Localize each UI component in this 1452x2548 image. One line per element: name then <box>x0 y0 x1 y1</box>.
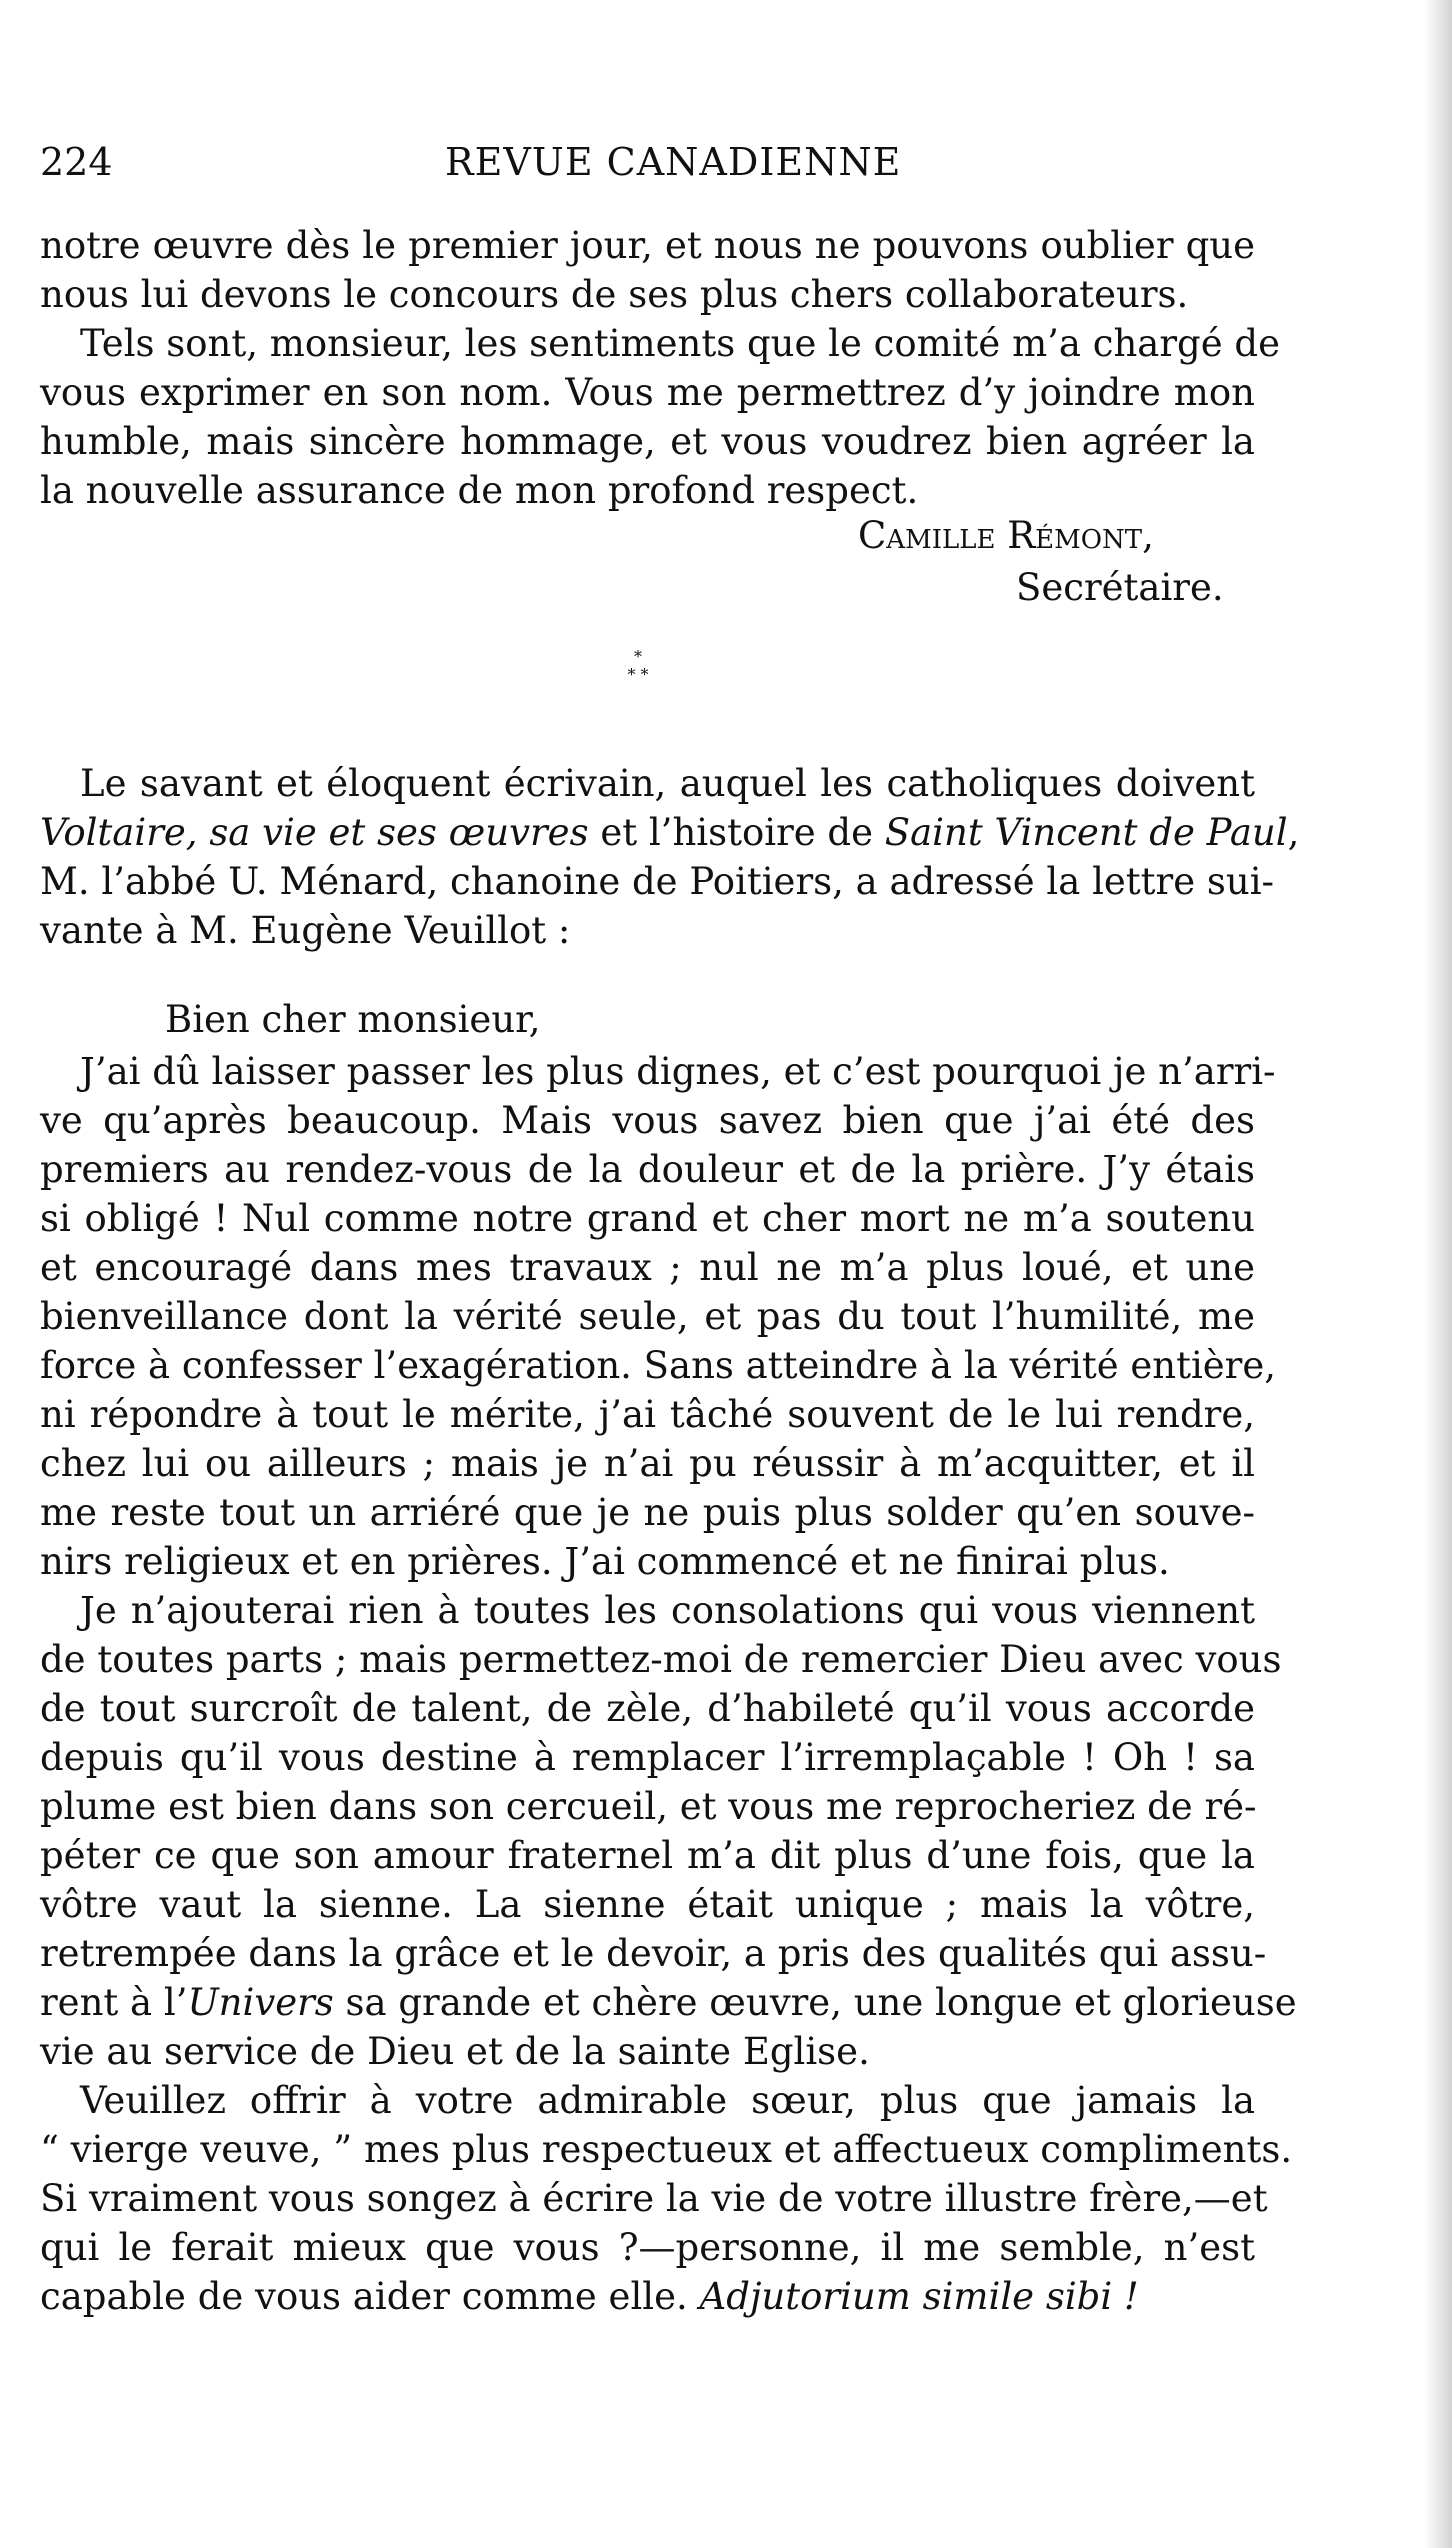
letter-line: “ vierge veuve, ” mes plus respectueux et affectueux compliments. <box>40 2128 1293 2171</box>
letter-line: de toutes parts ; mais permettez-moi de remercier Dieu avec vous <box>40 1638 1282 1681</box>
letter-line: Je n’ajouterai rien à toutes les consolations qui vous viennent <box>80 1589 1255 1632</box>
intro-line: M. l’abbé U. Ménard, chanoine de Poitiers, a adressé la lettre sui- <box>40 860 1275 903</box>
letter-text: rent à l’ <box>40 1981 188 2024</box>
book-title: Voltaire <box>40 811 186 854</box>
letter-line: nirs religieux et en prières. J’ai commencé et ne finirai plus. <box>40 1540 1170 1583</box>
letter-line <box>40 2273 1255 2321</box>
letter-line: force à confesser l’exagération. Sans atteindre à la vérité entière, <box>40 1344 1277 1387</box>
signature-name: Camille Rémont, <box>858 514 1154 557</box>
page-edge-shadow <box>1424 0 1452 2548</box>
latin-quote: Adjutorium simile sibi ! <box>699 2275 1139 2318</box>
letter-text: sa grande et chère œuvre, une longue et glorieuse <box>333 1981 1297 2024</box>
page-header <box>40 140 1255 190</box>
signature-title: Secrétaire. <box>1016 566 1224 609</box>
letter-line: premiers au rendez-vous de la douleur et de la prière. J’y étais <box>40 1148 1255 1191</box>
book-title-sep: , <box>185 811 210 854</box>
letter-line: péter ce que son amour fraternel m’a dit plus d’une fois, que la <box>40 1834 1255 1877</box>
intro-line: Le savant et éloquent écrivain, auquel les catholiques doivent <box>80 762 1255 805</box>
letter-salutation: Bien cher monsieur, <box>165 998 541 1041</box>
running-title: REVUE CANADIENNE <box>445 140 902 184</box>
intro-line: vante à M. Eugène Veuillot : <box>40 909 571 952</box>
letter-line: Veuillez offrir à votre admirable sœur, plus que jamais la <box>80 2079 1255 2122</box>
section-asterism <box>608 648 668 708</box>
letter-line: retrempée dans la grâce et le devoir, a pris des qualités qui assu- <box>40 1932 1267 1975</box>
letter-line: Si vraiment vous songez à écrire la vie de votre illustre frère,—et <box>40 2177 1268 2220</box>
letter-line: depuis qu’il vous destine à remplacer l’irremplaçable ! Oh ! sa <box>40 1736 1255 1779</box>
letter-line: plume est bien dans son cercueil, et vous me reprocheriez de ré- <box>40 1785 1257 1828</box>
body-line: Tels sont, monsieur, les sentiments que le comité m’a chargé de <box>80 322 1280 365</box>
book-title: Saint Vincent de Paul <box>884 811 1288 854</box>
book-title: sa vie et ses œuvres <box>209 811 589 854</box>
letter-line: de tout surcroît de talent, de zèle, d’habileté qu’il vous accorde <box>40 1687 1255 1730</box>
intro-text: , <box>1287 811 1300 854</box>
letter-line: J’ai dû laisser passer les plus dignes, et c’est pourquoi je n’arri- <box>80 1050 1276 1093</box>
letter-line: vie au service de Dieu et de la sainte Eglise. <box>40 2030 870 2073</box>
body-line: humble, mais sincère hommage, et vous voudrez bien agréer la <box>40 420 1255 463</box>
letter-line: chez lui ou ailleurs ; mais je n’ai pu réussir à m’acquitter, et il <box>40 1442 1255 1485</box>
body-line: la nouvelle assurance de mon profond respect. <box>40 469 919 512</box>
newspaper-title: Univers <box>187 1981 334 2024</box>
asterism-top: * <box>634 647 642 666</box>
letter-line: qui le ferait mieux que vous ?—personne, il me semble, n’est <box>40 2226 1255 2269</box>
body-line: nous lui devons le concours de ses plus chers collaborateurs. <box>40 273 1189 316</box>
letter-line: bienveillance dont la vérité seule, et pas du tout l’humilité, me <box>40 1295 1255 1338</box>
letter-line: ni répondre à tout le mérite, j’ai tâché souvent de le lui rendre, <box>40 1393 1255 1436</box>
asterism-bottom: * * <box>627 665 649 684</box>
letter-line: vôtre vaut la sienne. La sienne était unique ; mais la vôtre, <box>40 1883 1255 1926</box>
letter-text: capable de vous aider comme elle. <box>40 2275 700 2318</box>
letter-line <box>40 1979 1297 2027</box>
letter-line: ve qu’après beaucoup. Mais vous savez bien que j’ai été des <box>40 1099 1255 1142</box>
intro-text: et l’histoire de <box>588 811 885 854</box>
page-number: 224 <box>40 140 113 184</box>
body-line: vous exprimer en son nom. Vous me permettrez d’y joindre mon <box>40 371 1255 414</box>
body-line: notre œuvre dès le premier jour, et nous ne pouvons oublier que <box>40 224 1255 267</box>
letter-line: et encouragé dans mes travaux ; nul ne m’a plus loué, et une <box>40 1246 1255 1289</box>
letter-line: si obligé ! Nul comme notre grand et cher mort ne m’a soutenu <box>40 1197 1255 1240</box>
intro-line <box>40 809 1300 857</box>
letter-line: me reste tout un arriéré que je ne puis plus solder qu’en souve- <box>40 1491 1255 1534</box>
